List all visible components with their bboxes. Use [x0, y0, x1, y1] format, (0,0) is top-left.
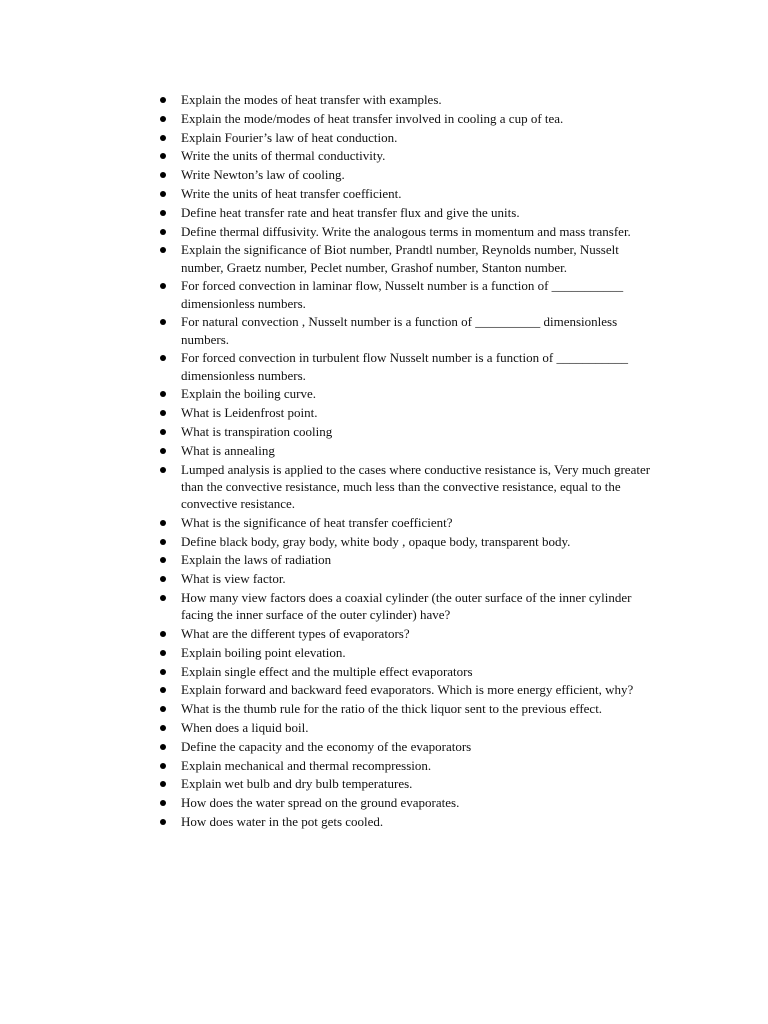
- bullet-icon: [160, 410, 166, 416]
- question-text: What is view factor.: [181, 571, 286, 587]
- bullet-icon: [160, 706, 166, 712]
- question-text: What are the different types of evaporators?: [181, 625, 410, 641]
- question-item: [158, 404, 658, 421]
- question-text: For forced convection in laminar flow, Nusselt number is a function of ___________ dimensionless numbers.: [181, 278, 624, 311]
- bullet-icon: [160, 319, 166, 325]
- bullet-icon: [160, 520, 166, 526]
- question-text: How many view factors does a coaxial cylinder (the outer surface of the inner cylinder facing the inner surface of the outer cylinder) have?: [181, 589, 632, 623]
- bullet-icon: [160, 687, 166, 693]
- question-text: When does a liquid boil.: [181, 719, 309, 735]
- question-text: How does the water spread on the ground evaporates.: [181, 795, 460, 811]
- question-item: [158, 775, 658, 792]
- question-text: Write the units of thermal conductivity.: [181, 148, 386, 164]
- bullet-icon: [160, 391, 166, 397]
- question-item: [158, 313, 658, 347]
- question-text: Define the capacity and the economy of the evaporators: [181, 738, 472, 754]
- question-item: [158, 738, 658, 755]
- bullet-icon: [160, 595, 166, 601]
- bullet-icon: [160, 191, 166, 197]
- bullet-icon: [160, 355, 166, 361]
- question-item: [158, 277, 658, 311]
- bullet-icon: [160, 557, 166, 563]
- question-item: [158, 204, 658, 221]
- question-item: [158, 533, 658, 550]
- question-item: [158, 110, 658, 127]
- question-text: Write the units of heat transfer coefficient.: [181, 185, 402, 201]
- bullet-icon: [160, 576, 166, 582]
- question-item: [158, 700, 658, 717]
- question-text: What is the significance of heat transfer coefficient?: [181, 514, 453, 530]
- bullet-icon: [160, 725, 166, 731]
- question-text: Explain Fourier’s law of heat conduction.: [181, 129, 398, 145]
- bullet-icon: [160, 153, 166, 159]
- question-item: [158, 461, 658, 513]
- question-item: [158, 681, 658, 698]
- question-text: Write Newton’s law of cooling.: [181, 167, 345, 183]
- bullet-icon: [160, 283, 166, 289]
- bullet-icon: [160, 116, 166, 122]
- question-item: [158, 514, 658, 531]
- question-text: Explain the significance of Biot number, Prandtl number, Reynolds number, Nusselt number, Graetz number, Peclet number, Grashof number, Stanton number.: [181, 242, 619, 275]
- question-item: [158, 185, 658, 202]
- question-item: [158, 551, 658, 568]
- bullet-icon: [160, 539, 166, 545]
- question-text: Explain boiling point elevation.: [181, 644, 346, 660]
- question-item: [158, 241, 658, 275]
- question-item: [158, 625, 658, 642]
- question-text: Explain wet bulb and dry bulb temperatures.: [181, 776, 413, 792]
- question-text: What is the thumb rule for the ratio of the thick liquor sent to the previous effect.: [181, 701, 603, 717]
- question-item: [158, 91, 658, 108]
- question-item: [158, 757, 658, 774]
- bullet-icon: [160, 467, 166, 473]
- bullet-icon: [160, 247, 166, 253]
- bullet-icon: [160, 229, 166, 235]
- bullet-icon: [160, 669, 166, 675]
- question-item: [158, 166, 658, 183]
- question-text: For natural convection , Nusselt number is a function of __________ dimensionless numbers.: [181, 314, 618, 347]
- bullet-icon: [160, 763, 166, 769]
- question-text: What is Leidenfrost point.: [181, 405, 318, 421]
- bullet-icon: [160, 631, 166, 637]
- question-item: [158, 385, 658, 402]
- bullet-icon: [160, 819, 166, 825]
- question-text: Lumped analysis is applied to the cases where conductive resistance is, Very much greater than the convective resistance, much less than the convective resistance, equal to the convective resistance.: [181, 461, 651, 511]
- question-item: [158, 813, 658, 830]
- question-item: [158, 794, 658, 811]
- bullet-icon: [160, 97, 166, 103]
- question-text: What is annealing: [181, 442, 275, 458]
- question-text: Explain the laws of radiation: [181, 552, 332, 568]
- question-item: [158, 147, 658, 164]
- question-text: Explain single effect and the multiple effect evaporators: [181, 663, 473, 679]
- question-item: [158, 423, 658, 440]
- question-item: [158, 570, 658, 587]
- bullet-icon: [160, 429, 166, 435]
- bullet-icon: [160, 448, 166, 454]
- question-text: Explain mechanical and thermal recompression.: [181, 757, 432, 773]
- bullet-icon: [160, 800, 166, 806]
- question-text: Define heat transfer rate and heat transfer flux and give the units.: [181, 204, 520, 220]
- bullet-icon: [160, 650, 166, 656]
- question-item: [158, 129, 658, 146]
- question-list: [158, 91, 658, 832]
- question-text: Explain forward and backward feed evaporators. Which is more energy efficient, why?: [181, 682, 634, 698]
- bullet-icon: [160, 135, 166, 141]
- question-text: Explain the modes of heat transfer with examples.: [181, 92, 442, 107]
- question-item: [158, 349, 658, 383]
- question-text: For forced convection in turbulent flow Nusselt number is a function of ___________ dimensionless numbers.: [181, 350, 628, 383]
- bullet-icon: [160, 744, 166, 750]
- question-text: Define thermal diffusivity. Write the analogous terms in momentum and mass transfer.: [181, 223, 631, 239]
- question-text: Define black body, gray body, white body , opaque body, transparent body.: [181, 533, 571, 549]
- question-item: [158, 644, 658, 661]
- bullet-icon: [160, 172, 166, 178]
- question-item: [158, 442, 658, 459]
- bullet-icon: [160, 210, 166, 216]
- question-item: [158, 589, 658, 623]
- question-text: What is transpiration cooling: [181, 423, 333, 439]
- question-text: Explain the boiling curve.: [181, 386, 317, 402]
- question-item: [158, 663, 658, 680]
- question-item: [158, 719, 658, 736]
- question-text: How does water in the pot gets cooled.: [181, 813, 384, 829]
- bullet-icon: [160, 781, 166, 787]
- question-item: [158, 223, 658, 240]
- question-text: Explain the mode/modes of heat transfer involved in cooling a cup of tea.: [181, 110, 564, 126]
